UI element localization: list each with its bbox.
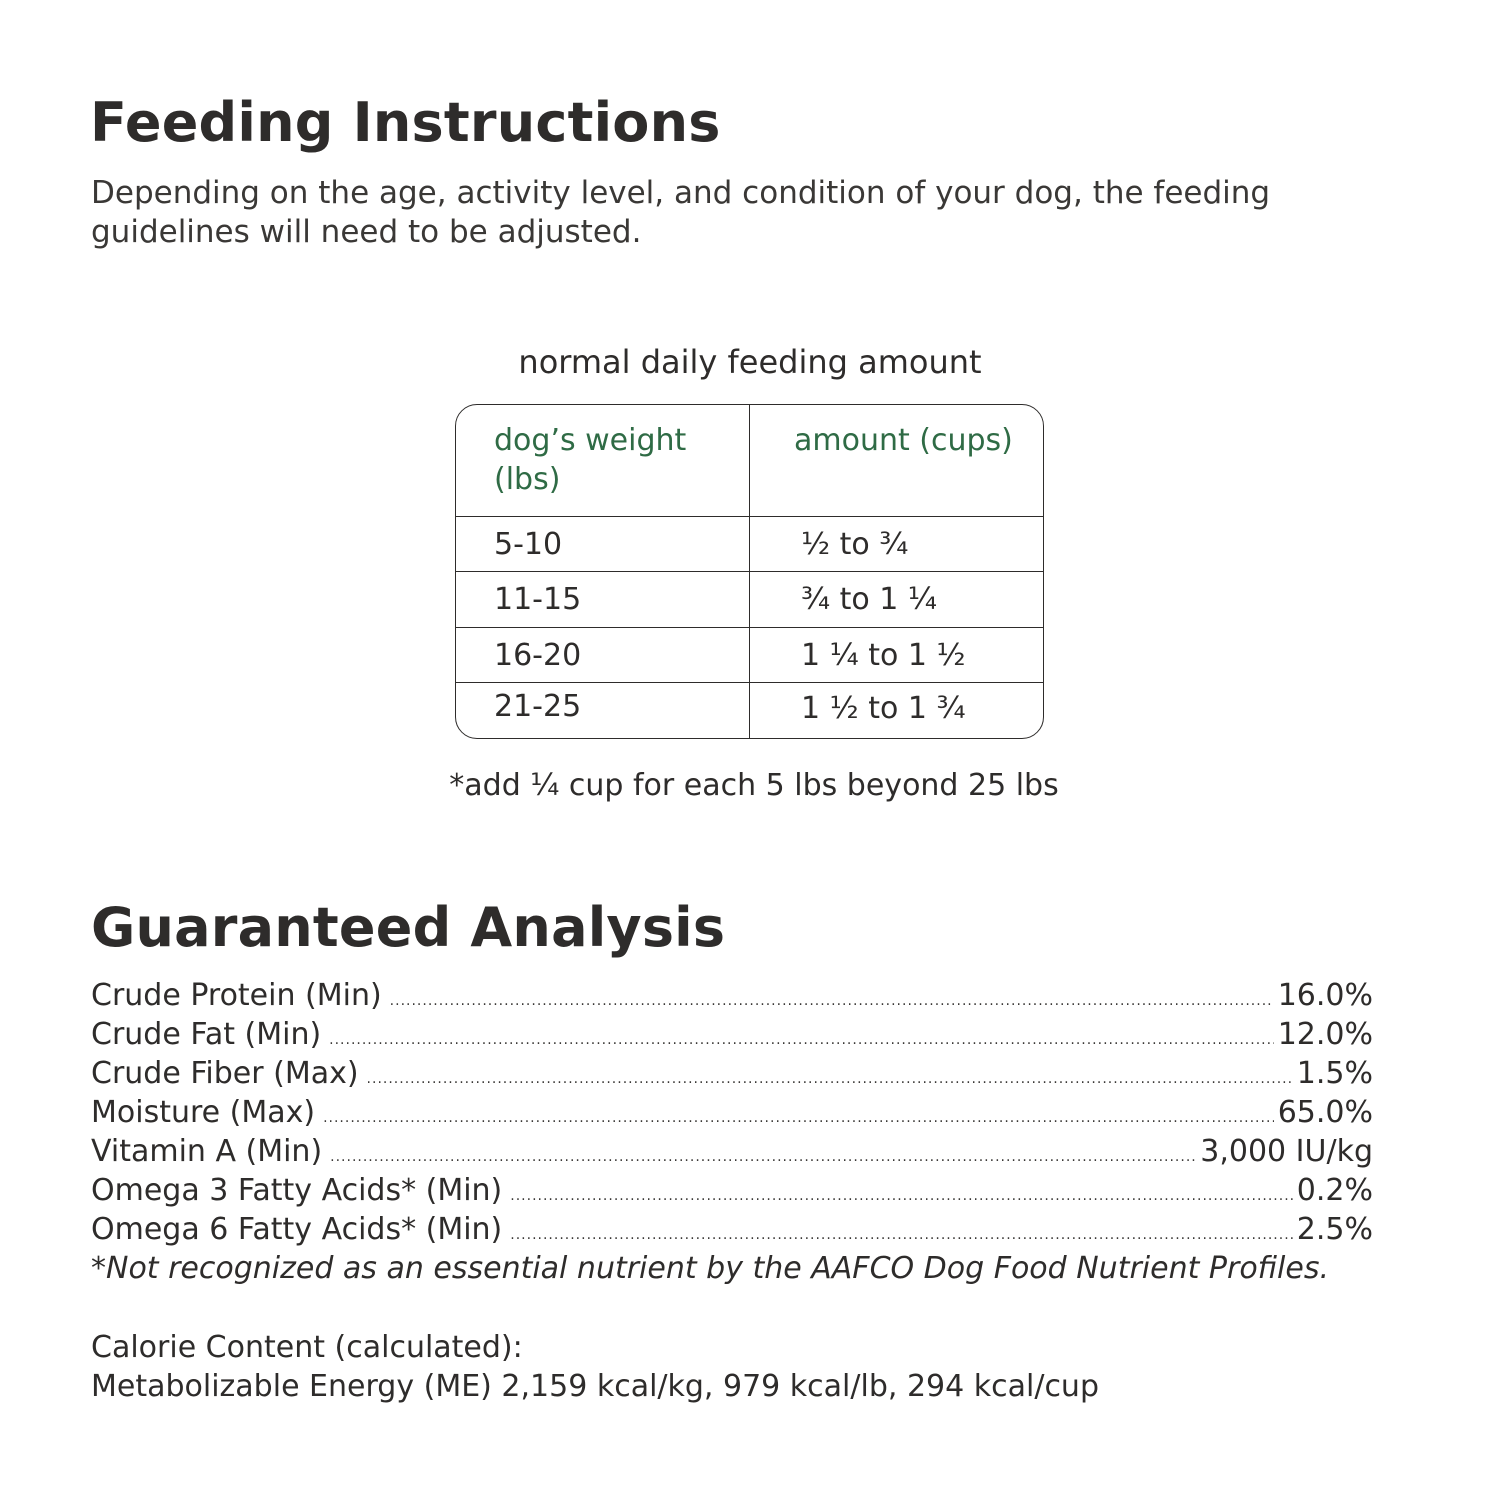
feeding-table — [455, 404, 1044, 739]
analysis-row-omega-6 — [91, 1210, 1373, 1249]
table-row — [456, 571, 1043, 626]
amount-cell: 1 ¼ to 1 ½ — [801, 638, 966, 673]
weight-cell: 11-15 — [494, 582, 582, 617]
analysis-label: Crude Protein (Min) — [91, 978, 382, 1013]
analysis-row-vitamin-a — [91, 1132, 1373, 1171]
calorie-content-label: Calorie Content (calculated): — [91, 1330, 523, 1365]
analysis-label: Omega 3 Fatty Acids* (Min) — [91, 1173, 503, 1208]
table-row — [456, 516, 1043, 571]
analysis-label: Vitamin A (Min) — [91, 1134, 323, 1169]
header-dogs-weight: dog’s weight (lbs) — [494, 423, 687, 497]
analysis-row-crude-protein — [91, 976, 1373, 1015]
weight-cell: 16-20 — [494, 638, 582, 673]
guaranteed-analysis-title: Guaranteed Analysis — [91, 896, 726, 959]
dot-leader — [323, 1099, 1274, 1138]
feeding-instructions-title: Feeding Instructions — [90, 91, 721, 154]
dot-leader — [390, 982, 1274, 1021]
weight-cell: 21-25 — [494, 689, 582, 724]
dot-leader — [510, 1177, 1293, 1216]
dot-leader — [367, 1060, 1293, 1099]
table-row — [456, 682, 1043, 737]
analysis-row-crude-fat — [91, 1015, 1373, 1054]
analysis-label: Crude Fiber (Max) — [91, 1056, 359, 1091]
weight-cell: 5-10 — [494, 527, 563, 562]
feeding-table-title: normal daily feeding amount — [518, 343, 982, 381]
analysis-list — [91, 976, 1373, 1249]
amount-cell: 1 ½ to 1 ¾ — [801, 691, 966, 726]
analysis-value: 12.0% — [1277, 1017, 1373, 1052]
feeding-intro-text: Depending on the age, activity level, and condition of your dog, the feeding guidelines will need to be adjusted. — [91, 175, 1271, 250]
header-amount: amount (cups) — [794, 423, 1013, 458]
feeding-note: *add ¼ cup for each 5 lbs beyond 25 lbs — [449, 768, 1059, 803]
analysis-value: 0.2% — [1296, 1173, 1373, 1208]
analysis-value: 1.5% — [1296, 1056, 1373, 1091]
table-row — [456, 627, 1043, 682]
analysis-label: Moisture (Max) — [91, 1095, 316, 1130]
analysis-footnote: *Not recognized as an essential nutrient by the AAFCO Dog Food Nutrient Profiles. — [91, 1251, 1330, 1286]
analysis-value: 2.5% — [1296, 1212, 1373, 1247]
amount-cell: ½ to ¾ — [801, 527, 909, 562]
analysis-label: Crude Fat (Min) — [91, 1017, 322, 1052]
analysis-value: 65.0% — [1277, 1095, 1373, 1130]
analysis-value: 3,000 IU/kg — [1200, 1134, 1373, 1169]
analysis-row-crude-fiber — [91, 1054, 1373, 1093]
amount-cell: ¾ to 1 ¼ — [801, 582, 937, 617]
calorie-content-value: Metabolizable Energy (ME) 2,159 kcal/kg, 979 kcal/lb, 294 kcal/cup — [91, 1369, 1099, 1404]
dot-leader — [329, 1021, 1274, 1060]
analysis-row-moisture — [91, 1093, 1373, 1132]
analysis-row-omega-3 — [91, 1171, 1373, 1210]
analysis-value: 16.0% — [1277, 978, 1373, 1013]
analysis-label: Omega 6 Fatty Acids* (Min) — [91, 1212, 503, 1247]
